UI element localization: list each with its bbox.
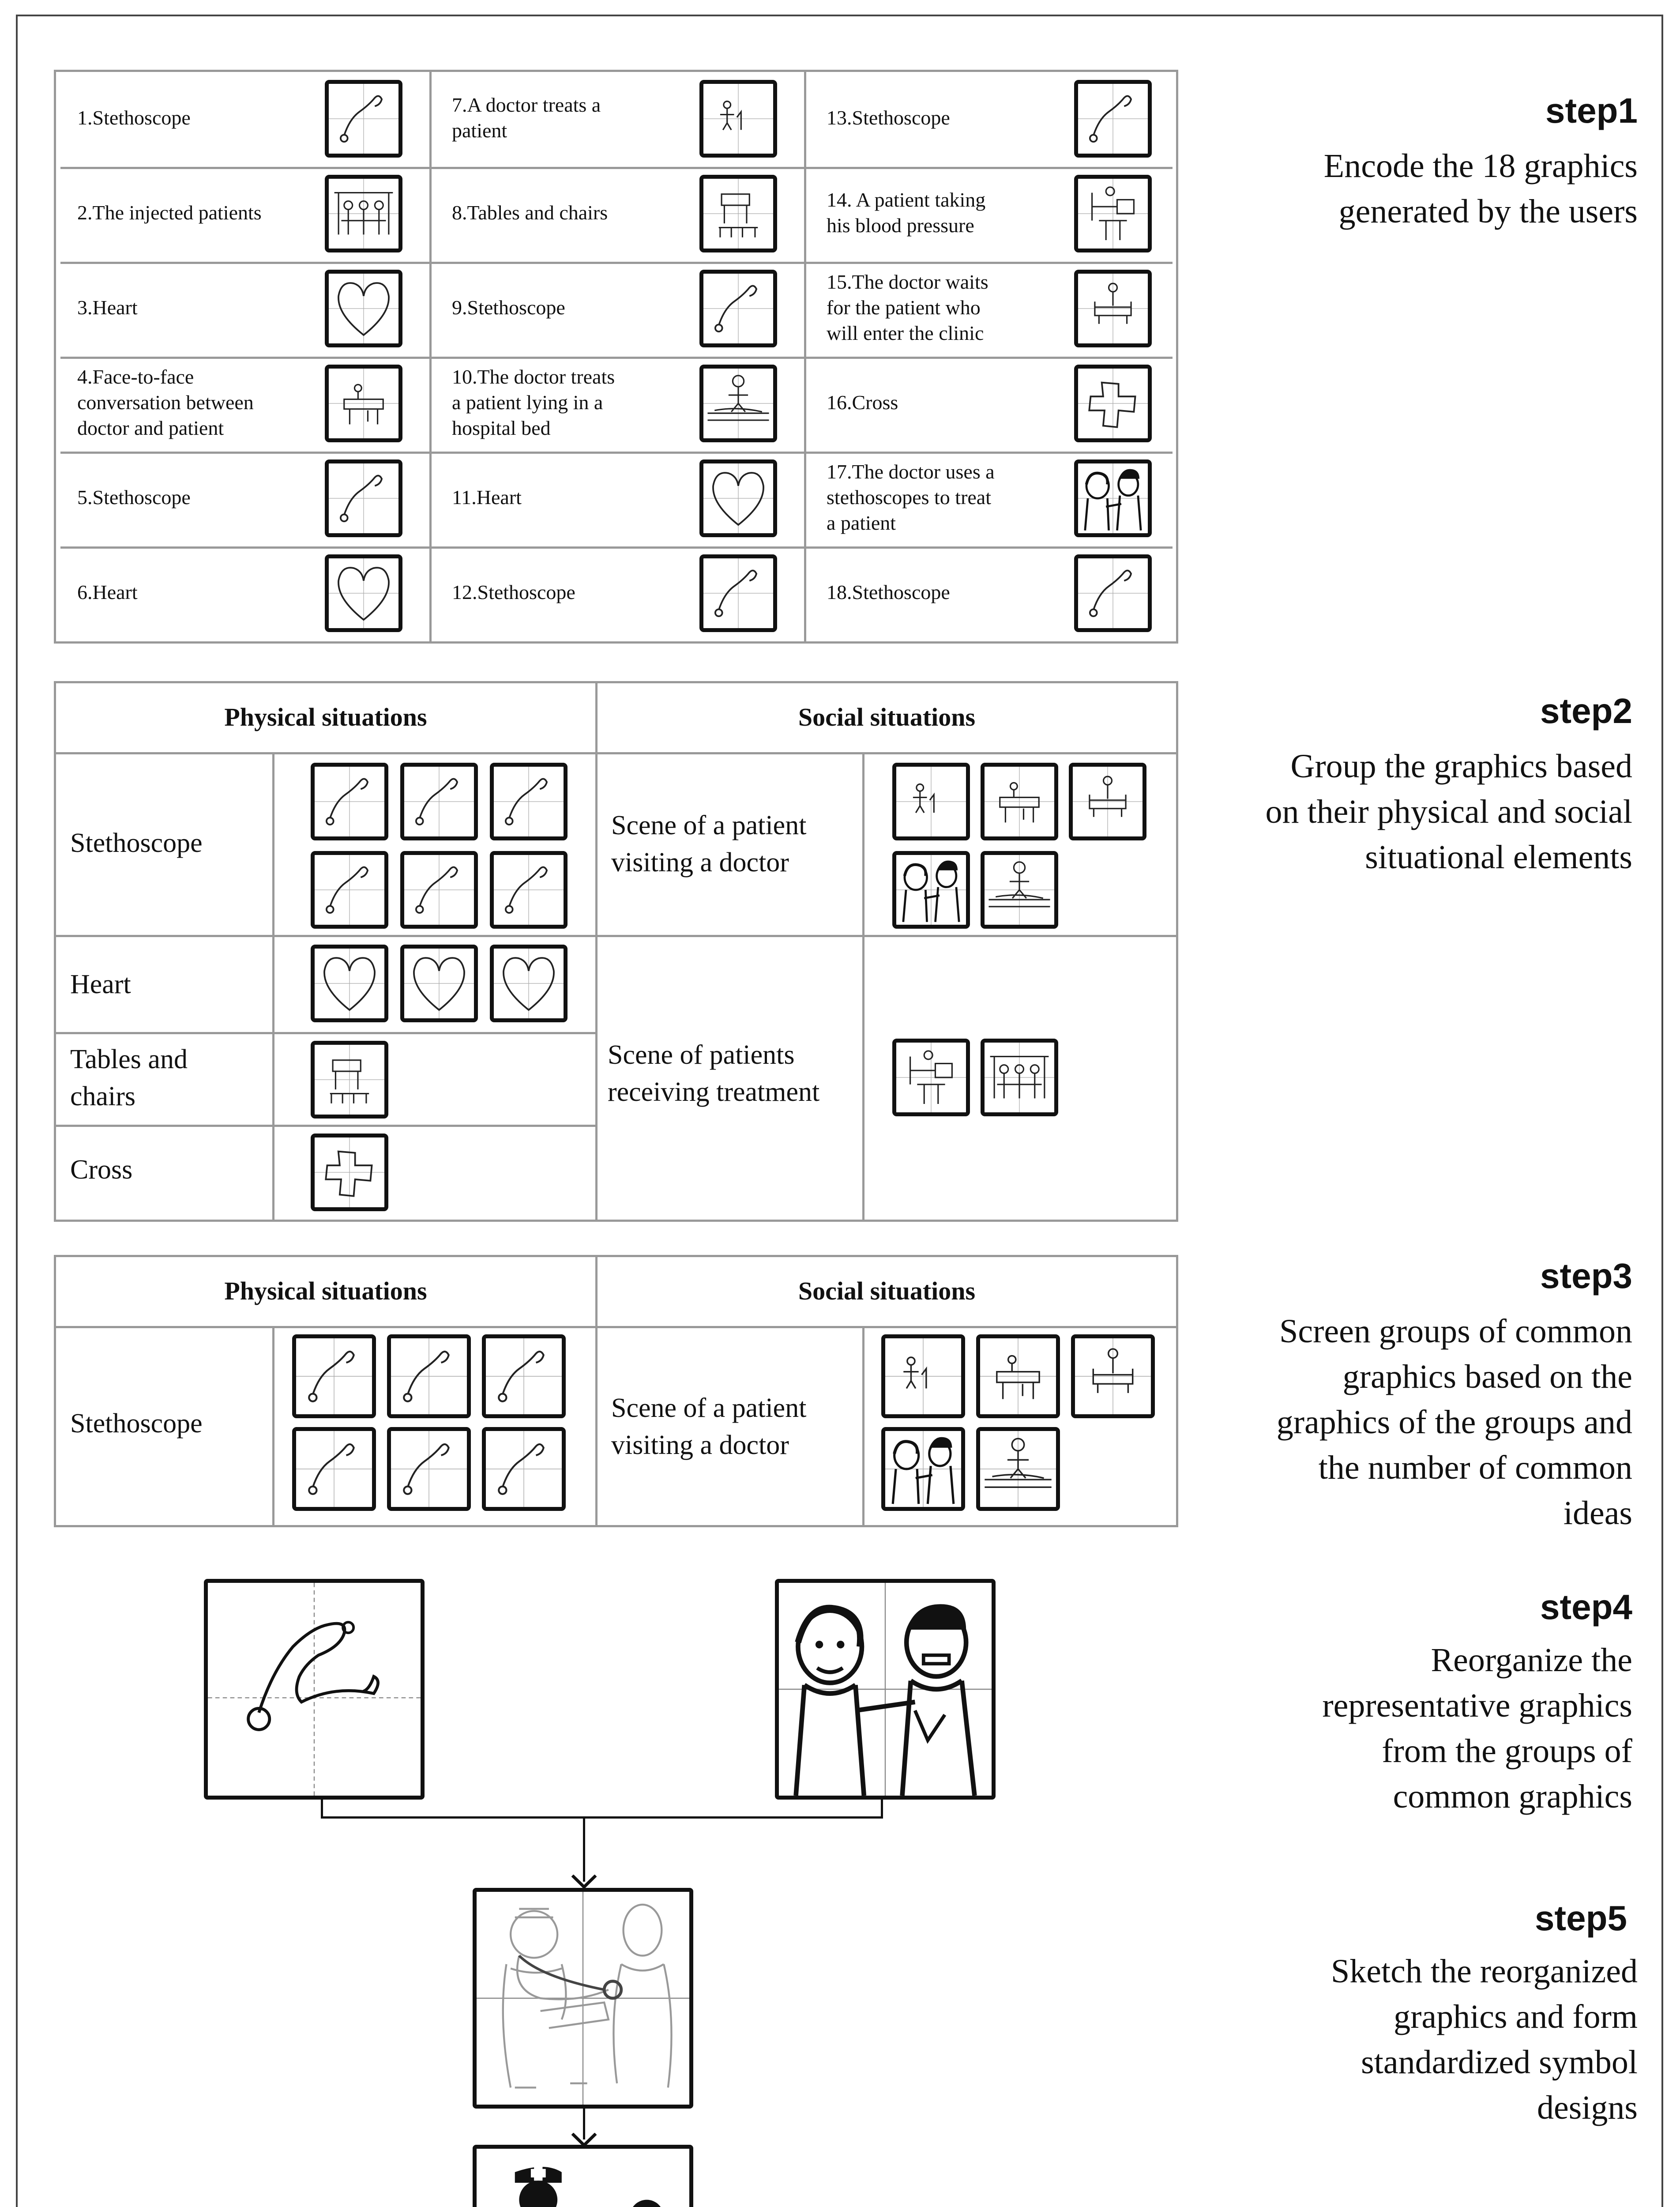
step3-visit-thumb-3 xyxy=(1071,1334,1155,1418)
doctor-treats-sketch-icon xyxy=(703,84,773,154)
step1-label-4: 4.Face-to-face conversation between doctor and patient xyxy=(77,365,254,439)
step1-label-9: 9.Stethoscope xyxy=(452,296,565,319)
stethoscope-sketch-icon xyxy=(391,1338,467,1414)
stethoscope-sketch-icon xyxy=(391,1431,467,1507)
step3-screening-table xyxy=(54,1255,1178,1527)
step1-label-15: 15.The doctor waits for the patient who will enter the clinic xyxy=(827,270,988,344)
step2-visit-thumb-1 xyxy=(892,763,970,840)
step3-stethoscope-thumb-3 xyxy=(482,1334,566,1418)
step2-stethoscope-thumb-3 xyxy=(490,763,568,840)
step4-description: Reorganize the representative graphics from the groups of common graphics xyxy=(1322,1642,1632,1815)
doctor-patient-icon xyxy=(779,1583,992,1796)
step2-stethoscope-thumb-2 xyxy=(400,763,478,840)
stethoscope-sketch-icon xyxy=(404,767,474,836)
step2-heart-thumb-1 xyxy=(311,945,388,1022)
step2-row-heart: Heart xyxy=(70,969,131,999)
step2-visit-thumb-4 xyxy=(892,851,970,929)
step3-description: Screen groups of common graphics based on the graphics of the groups and the number of common ideas xyxy=(1276,1313,1632,1532)
stethoscope-sketch-icon xyxy=(494,855,564,925)
step2-physical-header: Physical situations xyxy=(224,703,427,731)
blood-pressure-sketch-icon xyxy=(1078,179,1148,249)
step1-thumb-13 xyxy=(1074,80,1152,158)
stethoscope-sketch-icon xyxy=(329,463,398,533)
injected-patients-sketch-icon xyxy=(329,179,398,249)
stethoscope-sketch-icon xyxy=(296,1431,372,1507)
conversation-sketch-icon xyxy=(980,1338,1056,1414)
step2-stethoscope-thumb-1 xyxy=(311,763,388,840)
step5-title: step5 xyxy=(1535,1898,1627,1938)
step2-tables-thumb xyxy=(311,1041,388,1119)
step2-stethoscope-thumb-5 xyxy=(400,851,478,929)
step2-treatment-thumb-2 xyxy=(981,1039,1058,1116)
heart-sketch-icon xyxy=(329,274,398,343)
step1-label-2: 2.The injected patients xyxy=(77,201,262,224)
stethoscope-sketch-icon xyxy=(296,1338,372,1414)
reorganized-sketch xyxy=(473,1888,693,2109)
step1-thumb-17 xyxy=(1074,459,1152,537)
hospital-bed-sketch-icon xyxy=(703,369,773,438)
stethoscope-sketch-icon xyxy=(404,855,474,925)
step2-description: Group the graphics based on their physical and social situational elements xyxy=(1265,748,1632,876)
stethoscope-sketch-icon xyxy=(208,1583,421,1796)
step2-stethoscope-thumb-4 xyxy=(311,851,388,929)
arrow-down-icon xyxy=(571,1875,598,1889)
step1-thumb-11 xyxy=(699,459,777,537)
doctor-waits-sketch-icon xyxy=(1073,767,1143,836)
step2-visit-thumb-3 xyxy=(1069,763,1146,840)
step1-thumb-9 xyxy=(699,270,777,347)
step3-title: step3 xyxy=(1540,1256,1632,1296)
step1-thumb-2 xyxy=(325,175,402,252)
stethoscope-sketch-icon xyxy=(486,1431,562,1507)
representative-stethoscope-sketch xyxy=(204,1579,425,1800)
step1-thumb-5 xyxy=(325,459,402,537)
step1-thumb-18 xyxy=(1074,554,1152,632)
step1-thumb-4 xyxy=(325,365,402,442)
step2-stethoscope-thumb-6 xyxy=(490,851,568,929)
step2-row-receiving-treatment: Scene of patients receiving treatment xyxy=(608,1040,820,1107)
standardized-symbol xyxy=(473,2145,693,2207)
step3-social-header: Social situations xyxy=(798,1277,976,1305)
step1-label-10: 10.The doctor treats a patient lying in a hospital bed xyxy=(452,365,615,439)
step1-thumb-14 xyxy=(1074,175,1152,252)
step2-title: step2 xyxy=(1540,691,1632,731)
conversation-sketch-icon xyxy=(329,369,398,438)
step1-thumb-7 xyxy=(699,80,777,158)
step2-visit-thumb-5 xyxy=(981,851,1058,929)
step1-label-11: 11.Heart xyxy=(452,486,522,508)
tables-chairs-sketch-icon xyxy=(703,179,773,249)
representative-doctor-patient-drawing xyxy=(775,1579,996,1800)
step1-thumb-12 xyxy=(699,554,777,632)
cross-sketch-icon xyxy=(315,1137,384,1207)
stethoscope-sketch-icon xyxy=(703,558,773,628)
stethoscope-sketch-icon xyxy=(494,767,564,836)
step1-description: Encode the 18 graphics generated by the users xyxy=(1323,147,1638,230)
step1-title: step1 xyxy=(1545,91,1638,130)
step1-thumb-6 xyxy=(325,554,402,632)
step1-label-5: 5.Stethoscope xyxy=(77,486,191,508)
tables-chairs-sketch-icon xyxy=(315,1045,384,1115)
step3-row-stethoscope: Stethoscope xyxy=(70,1409,203,1439)
step2-social-header: Social situations xyxy=(798,703,976,731)
step1-label-18: 18.Stethoscope xyxy=(827,580,950,603)
heart-sketch-icon xyxy=(329,558,398,628)
step3-stethoscope-thumb-6 xyxy=(482,1427,566,1511)
doctor-with-stethoscope-symbol-icon xyxy=(477,2149,689,2207)
step3-stethoscope-thumb-1 xyxy=(292,1334,376,1418)
doctor-waits-sketch-icon xyxy=(1078,274,1148,343)
stethoscope-sketch-icon xyxy=(1078,84,1148,154)
conversation-sketch-icon xyxy=(985,767,1054,836)
step1-thumb-10 xyxy=(699,365,777,442)
doctor-treats-sketch-icon xyxy=(885,1338,961,1414)
step1-graphics-table xyxy=(54,70,1178,644)
step3-visit-thumb-5 xyxy=(976,1427,1060,1511)
doctor-patient-drawing-icon xyxy=(885,1431,961,1507)
step2-grouping-table xyxy=(54,681,1178,1222)
sketch-doctor-patient-icon xyxy=(477,1892,689,2105)
doctor-patient-drawing-icon xyxy=(1078,463,1148,533)
stethoscope-sketch-icon xyxy=(486,1338,562,1414)
step1-thumb-16 xyxy=(1074,365,1152,442)
heart-sketch-icon xyxy=(404,949,474,1018)
step3-visit-thumb-1 xyxy=(881,1334,965,1418)
stethoscope-sketch-icon xyxy=(315,767,384,836)
step1-thumb-1 xyxy=(325,80,402,158)
step3-stethoscope-thumb-2 xyxy=(387,1334,471,1418)
heart-sketch-icon xyxy=(315,949,384,1018)
step2-cross-thumb xyxy=(311,1134,388,1211)
step1-label-13: 13.Stethoscope xyxy=(827,106,950,129)
step2-row-cross: Cross xyxy=(70,1155,133,1185)
step2-row-stethoscope: Stethoscope xyxy=(70,828,203,858)
hospital-bed-sketch-icon xyxy=(980,1431,1056,1507)
step1-thumb-8 xyxy=(699,175,777,252)
heart-sketch-icon xyxy=(703,463,773,533)
step2-row-visiting-doctor: Scene of a patient visiting a doctor xyxy=(611,810,807,878)
step1-label-6: 6.Heart xyxy=(77,580,138,603)
step2-visit-thumb-2 xyxy=(981,763,1058,840)
stethoscope-sketch-icon xyxy=(1078,558,1148,628)
step1-label-12: 12.Stethoscope xyxy=(452,580,575,603)
doctor-waits-sketch-icon xyxy=(1075,1338,1151,1414)
injected-patients-sketch-icon xyxy=(985,1043,1054,1112)
step1-label-14: 14. A patient taking his blood pressure xyxy=(827,188,986,237)
doctor-treats-sketch-icon xyxy=(896,767,966,836)
step2-heart-thumb-2 xyxy=(400,945,478,1022)
stethoscope-sketch-icon xyxy=(315,855,384,925)
step1-label-7: 7.A doctor treats a patient xyxy=(452,93,601,142)
step2-row-tables-chairs: Tables and chairs xyxy=(70,1044,188,1111)
step4-title: step4 xyxy=(1540,1587,1632,1627)
step1-label-16: 16.Cross xyxy=(827,391,898,414)
step1-label-3: 3.Heart xyxy=(77,296,138,319)
step3-visit-thumb-2 xyxy=(976,1334,1060,1418)
stethoscope-sketch-icon xyxy=(329,84,398,154)
step2-heart-thumb-3 xyxy=(490,945,568,1022)
step3-stethoscope-thumb-5 xyxy=(387,1427,471,1511)
cross-sketch-icon xyxy=(1078,369,1148,438)
blood-pressure-sketch-icon xyxy=(896,1043,966,1112)
step1-thumb-3 xyxy=(325,270,402,347)
step3-visit-thumb-4 xyxy=(881,1427,965,1511)
step2-treatment-thumb-1 xyxy=(892,1039,970,1116)
step1-label-1: 1.Stethoscope xyxy=(77,106,191,129)
stethoscope-sketch-icon xyxy=(703,274,773,343)
step1-thumb-15 xyxy=(1074,270,1152,347)
step1-label-17: 17.The doctor uses a stethoscopes to treat a patient xyxy=(827,460,995,534)
step5-description: Sketch the reorganized graphics and form standardized symbol designs xyxy=(1331,1953,1638,2126)
step3-physical-header: Physical situations xyxy=(224,1277,427,1305)
doctor-patient-drawing-icon xyxy=(896,855,966,925)
step1-label-8: 8.Tables and chairs xyxy=(452,201,608,224)
hospital-bed-sketch-icon xyxy=(985,855,1054,925)
step3-row-visiting-doctor: Scene of a patient visiting a doctor xyxy=(611,1393,807,1460)
step3-stethoscope-thumb-4 xyxy=(292,1427,376,1511)
heart-sketch-icon xyxy=(494,949,564,1018)
